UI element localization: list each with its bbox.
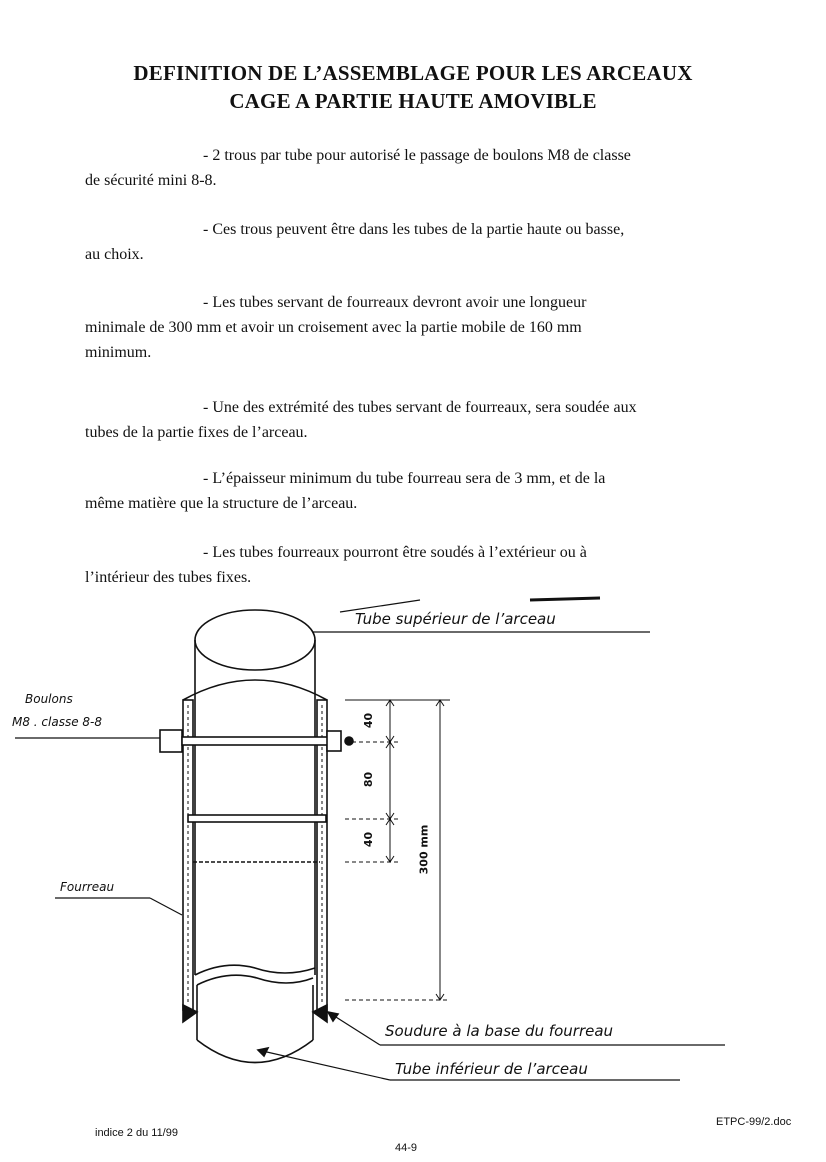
- bolt-top-nut: [327, 731, 341, 751]
- document-title-line-2: CAGE A PARTIE HAUTE AMOVIBLE: [229, 89, 597, 113]
- paragraph-6-line-2: l’intérieur des tubes fixes.: [85, 569, 252, 586]
- paragraph-4-line-2: tubes de la partie fixes de l’arceau.: [85, 424, 308, 441]
- footer-page-number: 44-9: [395, 1142, 418, 1154]
- label-fourreau: Fourreau: [60, 880, 115, 894]
- dimension-40-top-label: 40: [362, 712, 376, 729]
- paragraph-3-line-2: minimale de 300 mm et avoir un croisement avec la partie mobile de 160 mm: [85, 319, 582, 336]
- paragraph-3-line-3: minimum.: [85, 344, 152, 361]
- document-title-line-1: DEFINITION DE L’ASSEMBLAGE POUR LES ARCEAUX: [133, 61, 693, 85]
- dimension-80-label: 80: [362, 771, 376, 788]
- dimension-300-label: 300 mm: [417, 824, 431, 875]
- label-soudure: Soudure à la base du fourreau: [385, 1022, 614, 1040]
- paragraph-1-line-2: de sécurité mini 8-8.: [85, 172, 217, 189]
- lower-tube-break-line: [197, 975, 313, 985]
- label-boulons-line-1: Boulons: [25, 692, 73, 706]
- upper-tube-break-line: [195, 965, 315, 975]
- bolt-middle-shank: [188, 815, 326, 822]
- leader-tube-inferieur: [258, 1050, 390, 1080]
- label-tube-inferieur: Tube inférieur de l’arceau: [395, 1060, 588, 1078]
- bolt-top-head: [160, 730, 182, 752]
- paragraph-5-line-1: - L’épaisseur minimum du tube fourreau sera de 3 mm, et de la: [203, 470, 606, 487]
- upper-tube-top-ellipse: [195, 610, 315, 670]
- label-boulons-line-2: M8 . classe 8-8: [12, 715, 103, 729]
- paragraph-3-line-1: - Les tubes servant de fourreaux devront avoir une longueur: [203, 294, 587, 311]
- dimension-40-bottom-label: 40: [362, 831, 376, 848]
- paragraph-1-line-1: - 2 trous par tube pour autorisé le passage de boulons M8 de classe: [203, 147, 631, 164]
- footer-index: indice 2 du 11/99: [95, 1127, 178, 1139]
- paragraph-2-line-1: - Ces trous peuvent être dans les tubes de la partie haute ou basse,: [203, 221, 625, 238]
- footer-filename: ETPC-99/2.doc: [716, 1116, 792, 1128]
- label-tube-superieur: Tube supérieur de l’arceau: [355, 610, 556, 628]
- bolt-top-shank: [182, 737, 340, 745]
- paragraph-2-line-2: au choix.: [85, 246, 144, 263]
- sleeve-top-arc: [183, 680, 327, 700]
- paragraph-5-line-2: même matière que la structure de l’arceau.: [85, 495, 358, 512]
- paragraph-4-line-1: - Une des extrémité des tubes servant de fourreaux, sera soudée aux: [203, 399, 637, 416]
- paragraph-6-line-1: - Les tubes fourreaux pourront être soudés à l’extérieur ou à: [203, 544, 587, 561]
